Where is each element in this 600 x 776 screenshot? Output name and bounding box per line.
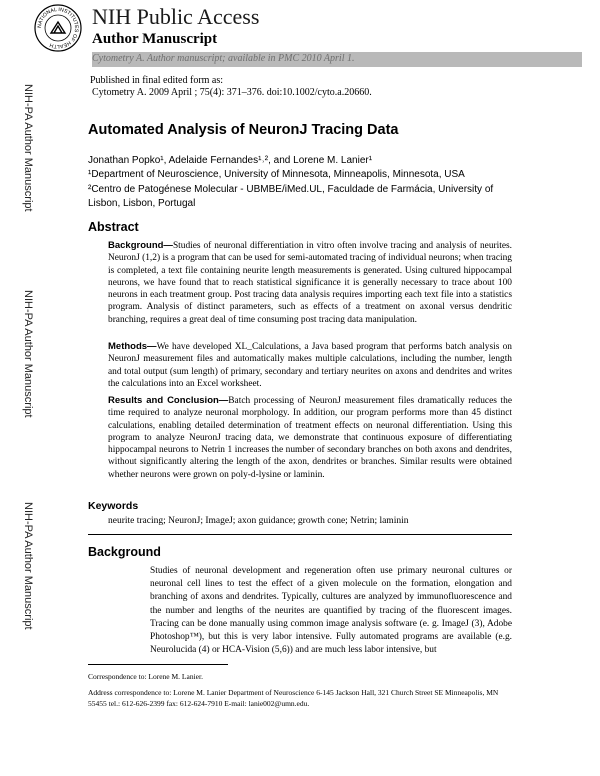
side-watermark-bottom: NIH-PA Author Manuscript [22,502,34,630]
nih-public-access-title: NIH Public Access [92,4,260,29]
journal-availability-line: Cytometry A. Author manuscript; available in PMC 2010 April 1. [92,53,355,64]
abstract-methods [108,341,512,390]
published-in-label: Published in final edited form as: [90,75,224,86]
citation-line: Cytometry A. 2009 April ; 75(4): 371–376. doi:10.1002/cyto.a.20660. [92,87,372,98]
abstract-background [108,240,512,326]
seal-text: NATIONAL INSTITUTES OF HEALTH [36,6,80,50]
methods-label: Methods— [108,341,157,352]
side-watermark-top: NIH-PA Author Manuscript [22,84,34,212]
abstract-results [108,395,512,481]
article-title: Automated Analysis of NeuronJ Tracing Data [88,122,399,138]
keywords-divider [88,534,512,535]
side-watermark-middle: NIH-PA Author Manuscript [22,290,34,418]
keywords-list: neurite tracing; NeuronJ; ImageJ; axon guidance; growth cone; Netrin; laminin [108,516,409,526]
affiliation-1: ¹Department of Neuroscience, University of Minnesota, Minneapolis, Minnesota, USA [88,169,465,180]
background-label: Background— [108,240,173,251]
footnote-divider [88,664,228,665]
affiliation-2: ²Centro de Patogénese Molecular - UBMBE/iMed.UL, Faculdade de Farmácia, University of Lisbon, Lisbon, Portugal [88,184,494,209]
correspondence-footnote: Correspondence to: Lorene M. Lanier. [88,672,203,681]
nih-seal-logo [34,4,82,52]
results-label: Results and Conclusion— [108,395,229,406]
results-text: Batch processing of NeuronJ measurement files dramatically reduces the time required to analyze neuronal morphology. In addition, our program performs more than 45 distinct calculations, enabling detailed determination of treatment effects on neuronal differentiation. Using this program to analyze NeuronJ tracing data, we demonstrate that continuous exposure of differentiating hippocampal neurons to Netrin 1 increases the number of secondary branches on both axons and dendrites, without significantly altering the length of the axon, dendrites or branches. Similar results were obtained whether neurons were grown on poly-d-lysine or laminin. [108,396,512,480]
abstract-heading: Abstract [88,220,139,234]
keywords-heading: Keywords [88,500,139,512]
background-text: Studies of neuronal differentiation in vitro often involve tracing and analysis of neurites. NeuronJ (1,2) is a program that can be used for semi-automated tracing of individual neurons; when tracing is completed, a text file containing neurite length measurements is generated. Using cultured hippocampal neurons, we have found that to reach statistical significance it is generally necessary to trace about 100 neurons in each treatment group. Post tracing data analysis requires importing each text file into a statistics program. Analysis of distinct parameters, such as effects of a treatment on axonal versus dendritic branching, requires a great deal of time consuming post tracing data manipulation. [108,241,512,325]
svg-text:NATIONAL INSTITUTES OF HEALTH [37,7,79,49]
author-manuscript-label: Author Manuscript [92,31,218,47]
address-footnote: Address correspondence to: Lorene M. Lanier Department of Neuroscience 6-145 Jackson Hall, 321 Church Street SE Minneapolis, MN 55455 tel.: 612-626-2399 fax: 612-624-7910 E-mail: lanie002@umn.edu. [88,688,499,708]
methods-text: We have developed XL_Calculations, a Java based program that performs batch analysis on NeuronJ measurement files and automatically makes multiple calculations, including the number, length and total output (sum length) of primary, secondary and tertiary neurites on axons and dendrites and writes the calculations into an Excel worksheet. [108,342,512,389]
background-paragraph: Studies of neuronal development and regeneration often use primary neuronal cultures or neuronal cell lines to test the effect of a given molecule on the formation, elongation and branching of axons and dendrites. Typically, cultures are analyzed by immunofluorescence and the number and lengths of the neurites are quantified by tracing of the fluorescent images. Tracing can be done manually using common image analysis software (e. g. ImageJ (3), Adobe Photoshop™), but this is very labor intensive. Fully automated programs are available (e.g. Neurolucida (4) or HCA-Vision (5,6)) and are much less labor intensive, but [150,566,512,656]
author-list: Jonathan Popko¹, Adelaide Fernandes¹˒², and Lorene M. Lanier¹ [88,155,373,166]
background-heading: Background [88,545,161,559]
